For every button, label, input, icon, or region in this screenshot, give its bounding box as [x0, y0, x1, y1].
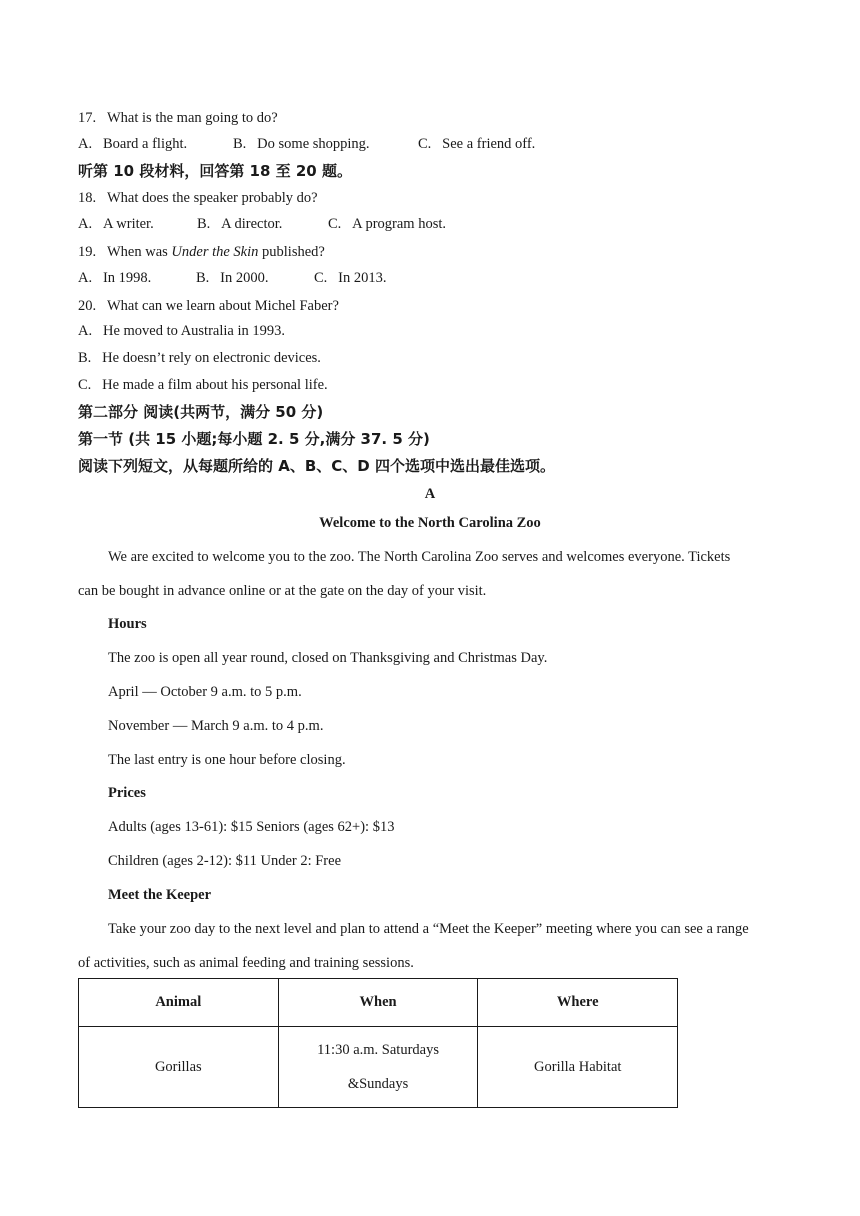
passage-letter: A: [424, 486, 436, 502]
prices-line: Adults (ages 13-61): $15 Seniors (ages 62+): $13: [108, 819, 395, 835]
q20-option-c: C. He made a film about his personal life.: [78, 377, 328, 393]
passage-title: Welcome to the North Carolina Zoo: [319, 515, 541, 531]
q19-option-a: A. In 1998.: [78, 270, 152, 286]
keeper-line-1: Take your zoo day to the next level and plan to attend a “Meet the Keeper” meeting where you can see a range: [108, 921, 749, 937]
question-19: 19. When was Under the Skin published?: [78, 244, 325, 260]
section-1-heading: 第一节 (共 15 小题;每小题 2. 5 分,满分 37. 5 分): [78, 430, 430, 448]
hours-line: November — March 9 a.m. to 4 p.m.: [108, 718, 324, 734]
part-2-heading: 第二部分 阅读(共两节，满分 50 分): [78, 403, 324, 421]
question-17: 17. What is the man going to do?: [78, 110, 278, 126]
q20-option-a: A. He moved to Australia in 1993.: [78, 323, 286, 339]
q17-option-a: A. Board a flight.: [78, 136, 188, 152]
intro-line-1: We are excited to welcome you to the zoo. The North Carolina Zoo serves and welcomes everyone. Tickets: [108, 549, 731, 565]
section-10-heading: 听第 10 段材料，回答第 18 至 20 题。: [78, 162, 352, 180]
intro-line-2: can be bought in advance online or at the gate on the day of your visit.: [78, 583, 487, 599]
q19-option-b: B. In 2000.: [196, 270, 269, 286]
hours-line: The last entry is one hour before closing.: [108, 752, 346, 768]
q17-option-b: B. Do some shopping.: [233, 136, 370, 152]
q19-option-c: C. In 2013.: [314, 270, 387, 286]
where-cell: Gorilla Habitat: [478, 1027, 678, 1108]
book-title: Under the Skin: [171, 244, 259, 260]
keeper-heading: Meet the Keeper: [108, 887, 212, 903]
question-18: 18. What does the speaker probably do?: [78, 190, 318, 206]
q18-option-b: B. A director.: [197, 216, 283, 232]
hours-line: April — October 9 a.m. to 5 p.m.: [108, 684, 302, 700]
table-header: Where: [478, 979, 678, 1027]
table-header: Animal: [79, 979, 279, 1027]
q18-option-a: A. A writer.: [78, 216, 154, 232]
table-header-row: [79, 979, 678, 1027]
q18-option-c: C. A program host.: [328, 216, 447, 232]
table-row: [79, 1027, 678, 1108]
table-header: When: [278, 979, 478, 1027]
question-20: 20. What can we learn about Michel Faber?: [78, 298, 339, 314]
keeper-schedule-table: [78, 978, 678, 1108]
prices-line: Children (ages 2-12): $11 Under 2: Free: [108, 853, 342, 869]
hours-line: The zoo is open all year round, closed on Thanksgiving and Christmas Day.: [108, 650, 548, 666]
when-cell: 11:30 a.m. Saturdays &Sundays: [278, 1027, 478, 1108]
animal-cell: Gorillas: [79, 1027, 279, 1108]
q20-option-b: B. He doesn’t rely on electronic devices.: [78, 350, 321, 366]
keeper-line-2: of activities, such as animal feeding and training sessions.: [78, 955, 414, 971]
hours-heading: Hours: [108, 616, 147, 632]
reading-instruction: 阅读下列短文，从每题所给的 A、B、C、D 四个选项中选出最佳选项。: [78, 457, 555, 475]
q17-option-c: C. See a friend off.: [418, 136, 536, 152]
prices-heading: Prices: [108, 785, 146, 801]
